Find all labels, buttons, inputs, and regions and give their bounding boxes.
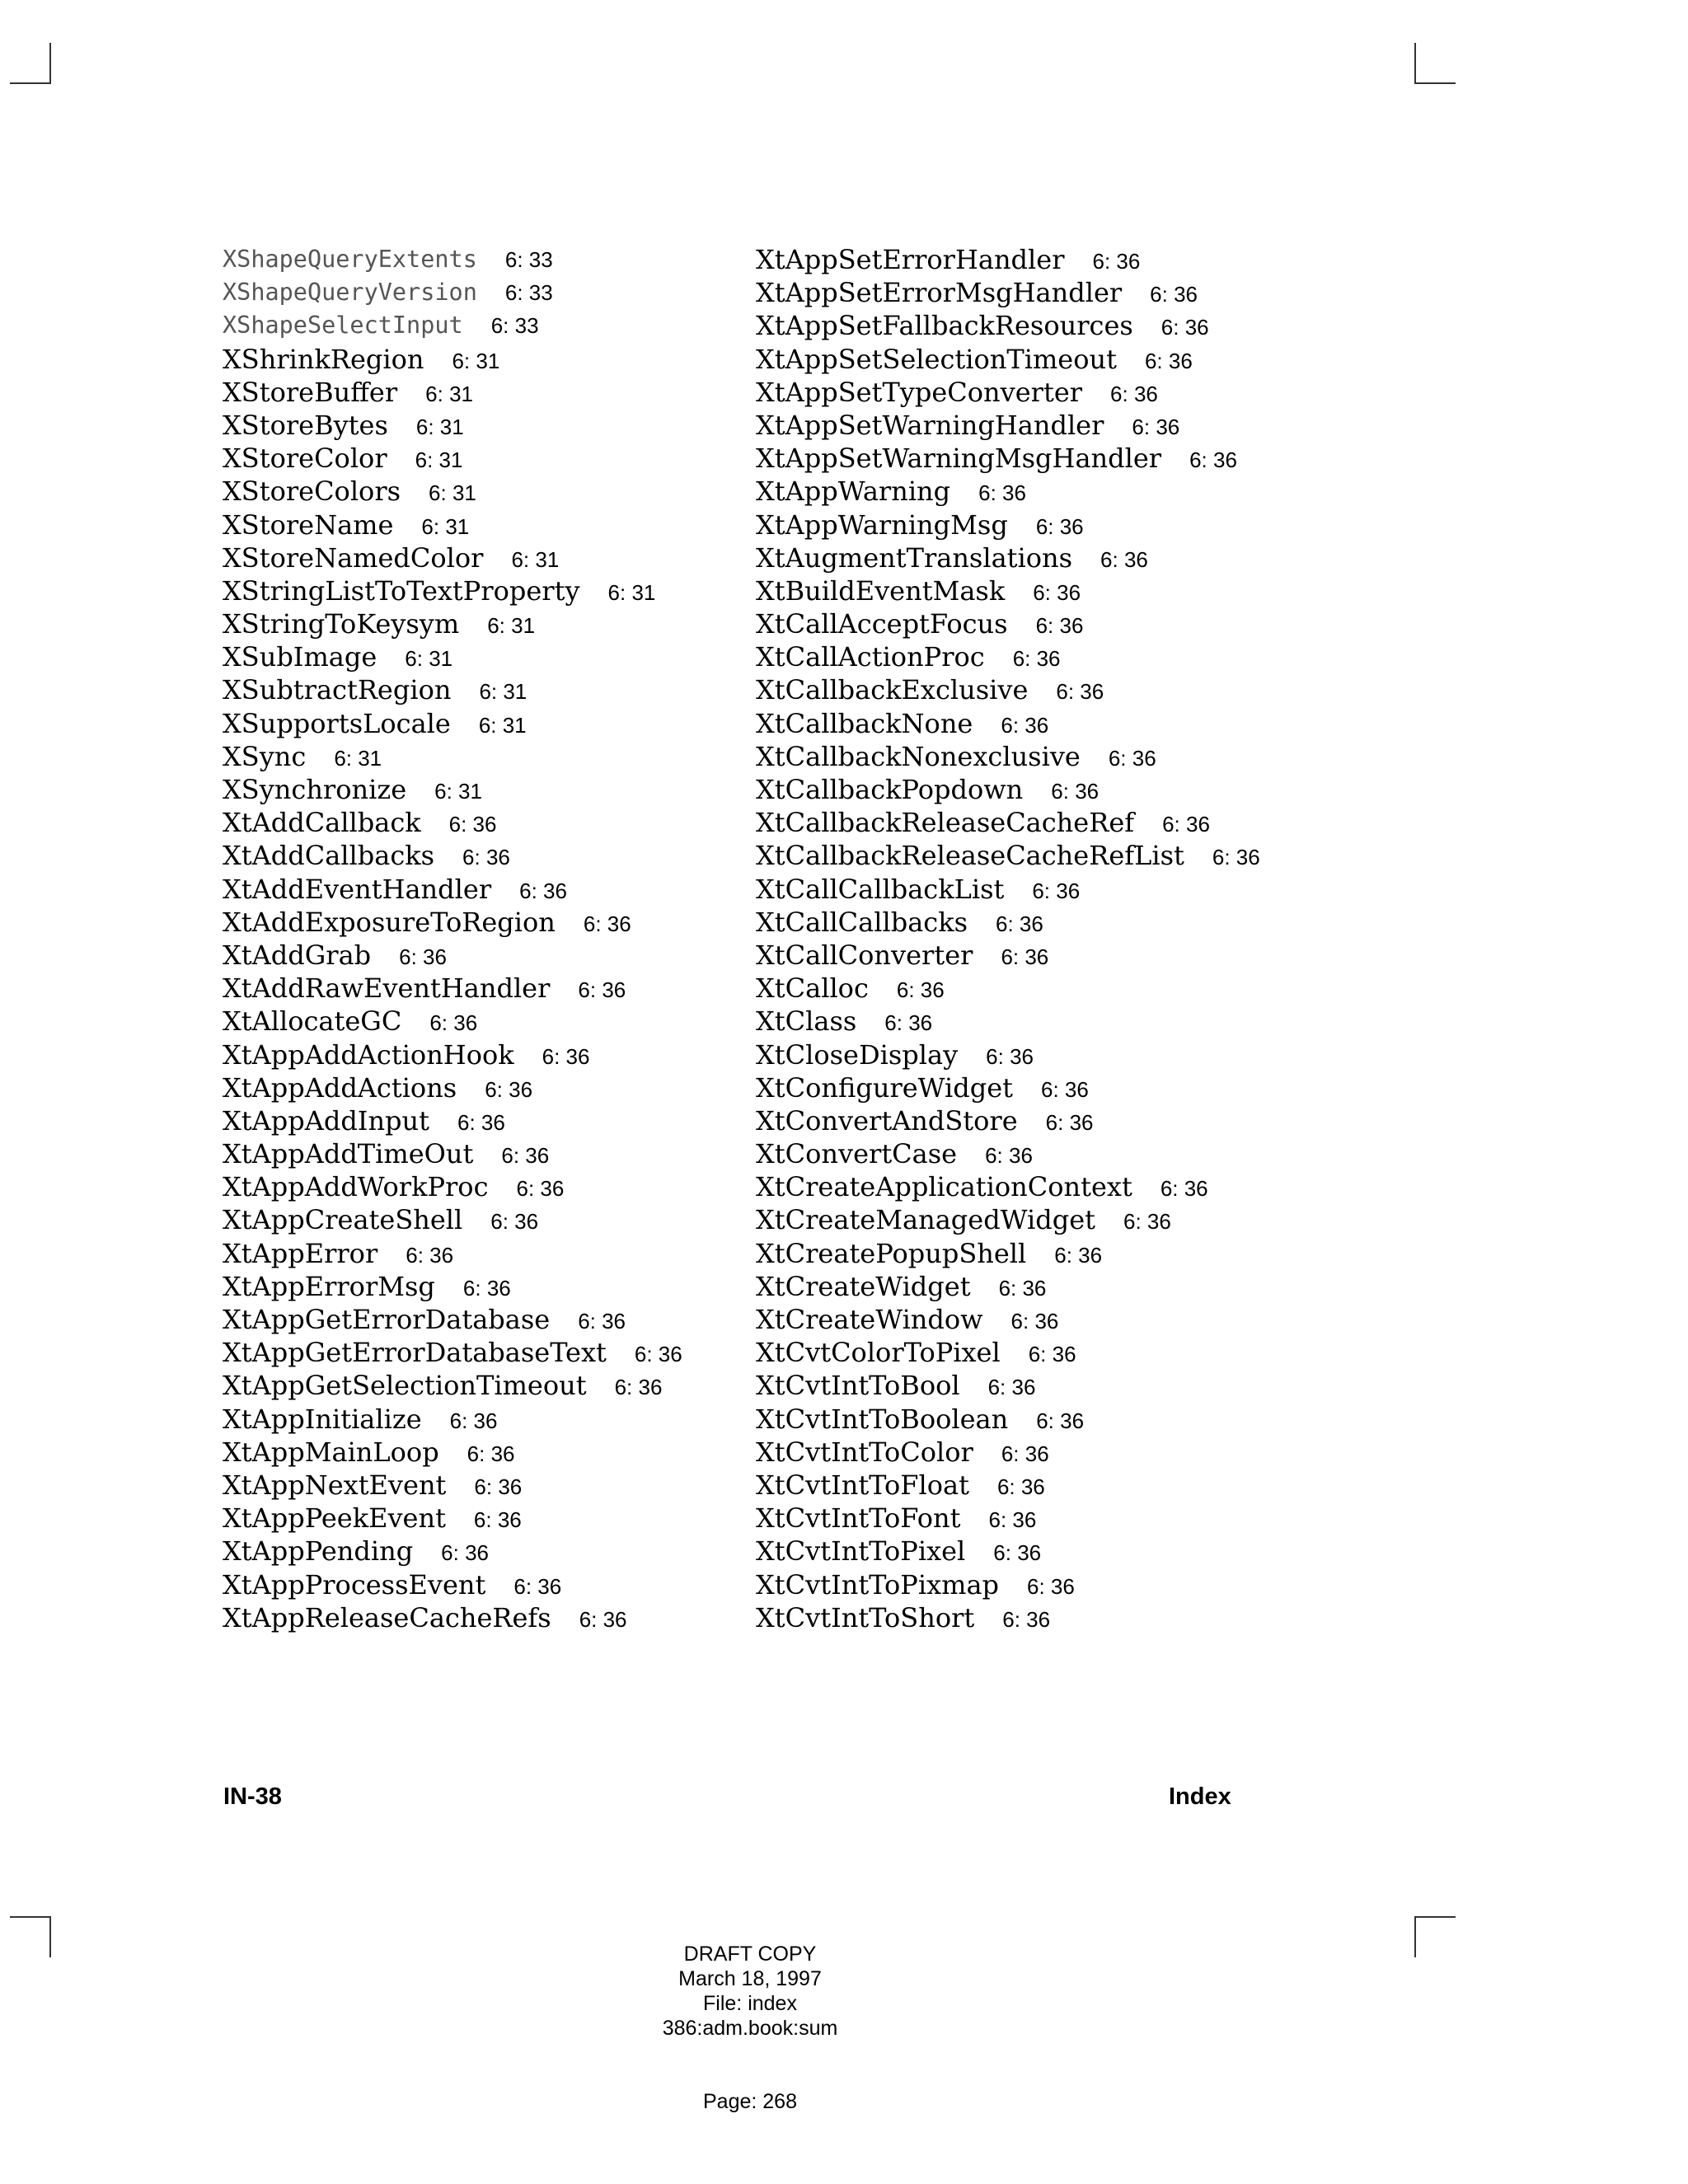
index-page-ref: 6: 31 <box>511 546 560 572</box>
index-entry <box>223 309 682 342</box>
index-term: XtCallbackExclusive <box>756 674 1029 706</box>
draft-stamp <box>577 1942 923 2041</box>
index-page-ref: 6: 36 <box>579 1606 627 1632</box>
index-page-ref: 6: 36 <box>987 1375 1036 1400</box>
index-entry <box>223 1137 682 1170</box>
index-entry <box>756 1137 1260 1170</box>
index-entry <box>756 1071 1260 1104</box>
index-term: XtClass <box>756 1005 857 1038</box>
index-page-ref: 6: 36 <box>462 1275 511 1301</box>
index-page-ref: 6: 36 <box>448 812 497 837</box>
index-page-ref: 6: 31 <box>607 579 656 605</box>
index-term: XtCreateWindow <box>756 1304 983 1335</box>
index-term: XStoreColor <box>223 443 387 475</box>
index-page-ref: 6: 36 <box>449 1408 498 1433</box>
index-entry <box>223 475 682 508</box>
index-term: XShapeQueryVersion <box>223 279 477 307</box>
index-entry <box>756 972 1260 1005</box>
index-page-ref: 6: 31 <box>487 613 536 639</box>
index-page-ref: 6: 36 <box>896 977 945 1003</box>
index-page-ref: 6: 36 <box>1010 1309 1059 1333</box>
index-page-ref: 6: 36 <box>578 1309 626 1333</box>
index-page-ref: 6: 36 <box>1033 579 1081 605</box>
index-page-ref: 6: 31 <box>334 745 382 771</box>
index-term: XSynchronize <box>223 774 407 805</box>
index-entry <box>223 1469 682 1502</box>
index-term: XtAppGetErrorDatabase <box>223 1304 551 1335</box>
index-page-ref: 6: 36 <box>985 1143 1033 1169</box>
index-page-ref: 6: 36 <box>1100 546 1148 572</box>
index-term: XtCallCallbackList <box>756 873 1005 905</box>
index-entry <box>223 276 682 309</box>
index-page-ref: 6: 36 <box>1045 1109 1094 1135</box>
index-page-ref: 6: 36 <box>1189 448 1237 473</box>
index-entry <box>756 276 1260 309</box>
index-term: XtAppErrorMsg <box>223 1270 435 1302</box>
index-entry <box>756 740 1260 773</box>
index-term: XtCalloc <box>756 972 869 1005</box>
index-page-ref: 6: 36 <box>583 911 631 936</box>
index-term: XtCvtIntToFloat <box>756 1469 969 1501</box>
index-term: XtAppAddTimeOut <box>223 1138 474 1170</box>
index-entry <box>756 409 1260 442</box>
running-footer-section: Index <box>1169 1783 1231 1810</box>
index-term: XtAddExposureToRegion <box>223 906 556 938</box>
index-term: XSupportsLocale <box>223 707 451 739</box>
index-page-ref: 6: 36 <box>884 1010 933 1036</box>
index-page-ref: 6: 36 <box>516 1176 565 1202</box>
index-term: XtAppReleaseCacheRefs <box>223 1601 551 1633</box>
index-entry <box>756 574 1260 607</box>
index-page-ref: 6: 36 <box>406 1242 454 1268</box>
index-term: XtAppPending <box>223 1535 414 1568</box>
index-entry <box>223 1071 682 1104</box>
index-entry <box>756 773 1260 806</box>
index-term: XtAddCallback <box>223 807 421 839</box>
index-term: XStoreName <box>223 509 394 541</box>
index-page-ref: 6: 33 <box>490 313 539 339</box>
index-page-ref: 6: 36 <box>1032 878 1081 903</box>
index-entry <box>756 1535 1260 1568</box>
index-page-ref: 6: 36 <box>485 1076 533 1102</box>
index-entry <box>223 607 682 640</box>
index-entry <box>756 1170 1260 1203</box>
index-entry <box>223 1502 682 1535</box>
index-entry <box>223 707 682 740</box>
index-entry <box>223 541 682 574</box>
index-entry <box>223 1005 682 1038</box>
index-term: XtAugmentTranslations <box>756 541 1073 574</box>
index-term: XtCallbackPopdown <box>756 774 1024 805</box>
index-entry <box>223 906 682 939</box>
index-term: XStringToKeysym <box>223 608 460 640</box>
index-page-ref: 6: 36 <box>634 1342 682 1367</box>
index-entry <box>223 839 682 872</box>
index-term: XtAppGetSelectionTimeout <box>223 1370 587 1402</box>
index-term: XStoreNamedColor <box>223 541 484 574</box>
index-entry <box>223 243 682 276</box>
index-page-ref: 6: 36 <box>513 1573 562 1599</box>
index-entry <box>223 1170 682 1203</box>
index-page-ref: 6: 31 <box>425 381 473 406</box>
index-page-ref: 6: 36 <box>1035 513 1084 539</box>
index-column-right <box>756 243 1260 1634</box>
index-page-ref: 6: 33 <box>504 247 553 272</box>
index-entry <box>223 972 682 1005</box>
index-entry <box>756 906 1260 939</box>
index-term: XtCallAcceptFocus <box>756 608 1008 640</box>
index-page-ref: 6: 36 <box>1027 1573 1075 1599</box>
index-term: XtCvtIntToShort <box>756 1601 975 1633</box>
index-page-ref: 6: 31 <box>434 779 482 804</box>
index-entry <box>756 442 1260 475</box>
index-entry <box>223 1203 682 1236</box>
index-entry <box>223 509 682 541</box>
index-page-ref: 6: 36 <box>542 1043 590 1069</box>
index-term: XtAppPeekEvent <box>223 1502 446 1535</box>
index-term: XtAppSetErrorMsgHandler <box>756 277 1123 309</box>
index-page-ref: 6: 31 <box>415 448 463 473</box>
crop-mark-bottom-right <box>1414 1916 1456 1957</box>
index-term: XtAppAddActions <box>223 1071 457 1104</box>
index-term: XtCvtIntToBoolean <box>756 1403 1009 1435</box>
index-term: XtCallbackReleaseCacheRefList <box>756 840 1184 872</box>
index-entry <box>756 1203 1260 1236</box>
draft-page-counter: Page: 268 <box>703 2090 797 2113</box>
index-entry <box>223 1369 682 1402</box>
index-term: XtAppSetWarningMsgHandler <box>756 443 1162 475</box>
index-term: XtAppSetErrorHandler <box>756 244 1065 275</box>
index-entry <box>756 1369 1260 1402</box>
index-entry <box>756 1436 1260 1469</box>
index-term: XtCallCallbacks <box>756 906 968 938</box>
index-term: XSubImage <box>223 641 377 673</box>
index-term: XSubtractRegion <box>223 674 452 706</box>
index-term: XtConvertCase <box>756 1138 958 1170</box>
index-term: XtCvtIntToFont <box>756 1502 961 1535</box>
index-term: XtCreatePopupShell <box>756 1237 1027 1269</box>
index-term: XStringListToTextProperty <box>223 574 580 607</box>
index-term: XtAddGrab <box>223 939 372 971</box>
index-term: XtCallbackNone <box>756 707 973 739</box>
index-page-ref: 6: 36 <box>1056 679 1104 705</box>
index-entry <box>756 1502 1260 1535</box>
index-term: XtAppMainLoop <box>223 1436 439 1468</box>
index-page-ref: 6: 36 <box>1001 944 1049 969</box>
index-page-ref: 6: 36 <box>519 878 567 903</box>
index-entry <box>756 1270 1260 1303</box>
index-page-ref: 6: 31 <box>452 348 500 373</box>
index-entry <box>756 1601 1260 1634</box>
index-term: XtCreateManagedWidget <box>756 1204 1095 1236</box>
index-page-ref: 6: 36 <box>578 977 626 1003</box>
index-entry <box>223 343 682 376</box>
index-entry <box>756 1469 1260 1502</box>
index-term: XtAppError <box>223 1237 378 1269</box>
index-term: XtAppGetErrorDatabaseText <box>223 1337 607 1369</box>
index-term: XtAppAddWorkProc <box>223 1171 489 1203</box>
index-page-ref: 6: 36 <box>978 480 1026 506</box>
index-page-ref: 6: 36 <box>996 911 1043 936</box>
index-entry <box>223 939 682 972</box>
index-term: XtAllocateGC <box>223 1005 402 1038</box>
index-page-ref: 6: 36 <box>1132 414 1180 439</box>
draft-date: March 18, 1997 <box>678 1967 822 1990</box>
index-entry <box>756 541 1260 574</box>
index-term: XtCallActionProc <box>756 641 985 673</box>
index-page-ref: 6: 36 <box>1051 779 1100 804</box>
index-term: XtCvtIntToColor <box>756 1436 973 1468</box>
index-entry <box>223 873 682 906</box>
index-page-ref: 6: 36 <box>501 1143 550 1169</box>
index-page-ref: 6: 36 <box>1054 1242 1103 1268</box>
index-term: XtConfigureWidget <box>756 1071 1013 1104</box>
index-term: XtAppNextEvent <box>223 1469 447 1501</box>
index-page-ref: 6: 36 <box>988 1507 1037 1533</box>
index-entry <box>223 673 682 706</box>
index-term: XtAppSetTypeConverter <box>756 376 1083 408</box>
draft-label: DRAFT COPY <box>683 1943 817 1966</box>
index-column-left <box>223 243 682 1634</box>
index-term: XtCallConverter <box>756 939 973 971</box>
crop-mark-top-right <box>1414 43 1456 84</box>
index-page-ref: 6: 36 <box>399 944 447 969</box>
running-footer-page-number: IN-38 <box>223 1783 282 1810</box>
index-term: XShapeQueryExtents <box>223 246 477 273</box>
index-page-ref: 6: 36 <box>1212 845 1260 870</box>
index-page-ref: 6: 36 <box>441 1540 489 1566</box>
index-page-ref: 6: 36 <box>1160 315 1209 340</box>
index-entry <box>756 243 1260 276</box>
index-entry <box>223 773 682 806</box>
index-term: XtAddEventHandler <box>223 873 492 905</box>
index-entry <box>756 607 1260 640</box>
index-entry <box>756 376 1260 409</box>
index-page-ref: 6: 36 <box>473 1507 522 1533</box>
draft-book-path: 386:adm.book:sum <box>662 2017 838 2040</box>
draft-file: File: index <box>703 1992 797 2015</box>
index-term: XtAppInitialize <box>223 1403 422 1435</box>
index-entry <box>756 1336 1260 1369</box>
index-entry <box>223 574 682 607</box>
index-entry <box>223 442 682 475</box>
index-term: XtAppWarningMsg <box>756 509 1008 541</box>
index-page-ref: 6: 36 <box>429 1010 478 1036</box>
index-page-ref: 6: 36 <box>1012 646 1061 672</box>
index-page-ref: 6: 36 <box>1002 1606 1051 1632</box>
index-term: XtAddRawEventHandler <box>223 972 551 1005</box>
index-term: XtAppSetFallbackResources <box>756 310 1133 342</box>
index-entry <box>223 1270 682 1303</box>
index-term: XtBuildEventMask <box>756 574 1006 607</box>
index-entry <box>223 1237 682 1270</box>
index-entry <box>756 873 1260 906</box>
index-entry <box>756 1403 1260 1436</box>
index-entry <box>223 1535 682 1568</box>
index-term: XtCloseDisplay <box>756 1038 959 1071</box>
index-entry <box>756 1005 1260 1038</box>
index-entry <box>223 1303 682 1336</box>
index-term: XStoreBuffer <box>223 376 398 408</box>
index-page-ref: 6: 36 <box>1035 613 1084 639</box>
index-page-ref: 6: 33 <box>504 280 553 306</box>
index-entry <box>756 1104 1260 1137</box>
index-entry <box>756 707 1260 740</box>
index-entry <box>756 343 1260 376</box>
index-page-ref: 6: 36 <box>1160 1176 1208 1202</box>
index-term: XtCreateApplicationContext <box>756 1171 1132 1203</box>
crop-mark-top-left <box>10 43 51 84</box>
index-term: XtCvtIntToPixel <box>756 1535 966 1568</box>
index-term: XtAppProcessEvent <box>223 1568 486 1601</box>
index-page-ref: 6: 36 <box>996 1474 1045 1499</box>
index-page-ref: 6: 36 <box>1001 1441 1049 1466</box>
index-page-ref: 6: 36 <box>993 1540 1042 1566</box>
index-entry <box>223 376 682 409</box>
index-page-ref: 6: 36 <box>1028 1342 1076 1367</box>
index-page-ref: 6: 36 <box>1036 1408 1085 1433</box>
index-entry <box>756 1038 1260 1071</box>
index-term: XtAppSetWarningHandler <box>756 409 1104 441</box>
index-entry <box>223 409 682 442</box>
index-page-ref: 6: 31 <box>415 414 464 439</box>
index-page-ref: 6: 36 <box>1001 712 1049 738</box>
index-entry <box>756 1303 1260 1336</box>
index-term: XShapeSelectInput <box>223 312 463 340</box>
index-entry <box>223 640 682 673</box>
crop-mark-bottom-left <box>10 1916 51 1957</box>
index-entry <box>756 839 1260 872</box>
index-term: XtAddCallbacks <box>223 840 435 872</box>
index-entry <box>223 1336 682 1369</box>
index-entry <box>756 673 1260 706</box>
index-page-ref: 6: 36 <box>1110 381 1158 406</box>
index-entry <box>223 1436 682 1469</box>
index-entry <box>756 1568 1260 1601</box>
index-term: XStoreColors <box>223 476 401 508</box>
index-term: XtAppCreateShell <box>223 1204 463 1236</box>
index-page-ref: 6: 36 <box>474 1474 523 1499</box>
index-term: XtAppAddInput <box>223 1104 429 1137</box>
index-entry <box>756 939 1260 972</box>
index-term: XStoreBytes <box>223 409 388 441</box>
index-entry <box>223 806 682 839</box>
index-term: XtCvtIntToPixmap <box>756 1568 1000 1601</box>
index-page-ref: 6: 31 <box>405 646 453 672</box>
index-term: XtAppAddActionHook <box>223 1038 514 1071</box>
index-term: XtCallbackNonexclusive <box>756 740 1081 772</box>
index-page-ref: 6: 36 <box>998 1275 1047 1301</box>
index-page-ref: 6: 36 <box>1123 1209 1171 1235</box>
index-entry <box>223 1568 682 1601</box>
index-page-ref: 6: 36 <box>1150 282 1198 307</box>
index-page-ref: 6: 36 <box>1108 745 1156 771</box>
index-page-ref: 6: 36 <box>1144 348 1193 373</box>
index-entry <box>756 806 1260 839</box>
index-page-ref: 6: 36 <box>986 1043 1034 1069</box>
index-entry <box>223 1601 682 1634</box>
index-entry <box>223 1038 682 1071</box>
index-page-ref: 6: 36 <box>462 845 510 870</box>
index-entry <box>756 475 1260 508</box>
index-term: XSync <box>223 740 307 772</box>
index-entry <box>756 640 1260 673</box>
index-page-ref: 6: 31 <box>479 679 528 705</box>
index-entry <box>756 1237 1260 1270</box>
index-entry <box>223 1403 682 1436</box>
index-page-ref: 6: 36 <box>457 1109 505 1135</box>
index-entry <box>223 1104 682 1137</box>
index-page-ref: 6: 31 <box>429 480 476 506</box>
index-term: XtAppSetSelectionTimeout <box>756 343 1117 375</box>
index-term: XShrinkRegion <box>223 343 424 375</box>
index-page-ref: 6: 36 <box>1041 1076 1089 1102</box>
index-term: XtConvertAndStore <box>756 1104 1018 1137</box>
index-term: XtCreateWidget <box>756 1270 971 1302</box>
index-entry <box>756 509 1260 541</box>
index-page-ref: 6: 36 <box>1092 249 1141 274</box>
index-page-ref: 6: 31 <box>421 513 470 539</box>
index-page-ref: 6: 36 <box>1162 812 1210 837</box>
index-entry <box>756 309 1260 342</box>
index-term: XtAppWarning <box>756 476 951 508</box>
index-term: XtCvtIntToBool <box>756 1370 960 1402</box>
index-term: XtCvtColorToPixel <box>756 1337 1001 1369</box>
index-page-ref: 6: 36 <box>490 1209 539 1235</box>
index-entry <box>223 740 682 773</box>
index-page-ref: 6: 36 <box>614 1375 663 1400</box>
index-page-ref: 6: 31 <box>478 712 527 738</box>
index-term: XtCallbackReleaseCacheRef <box>756 807 1135 839</box>
index-page-ref: 6: 36 <box>467 1441 515 1466</box>
